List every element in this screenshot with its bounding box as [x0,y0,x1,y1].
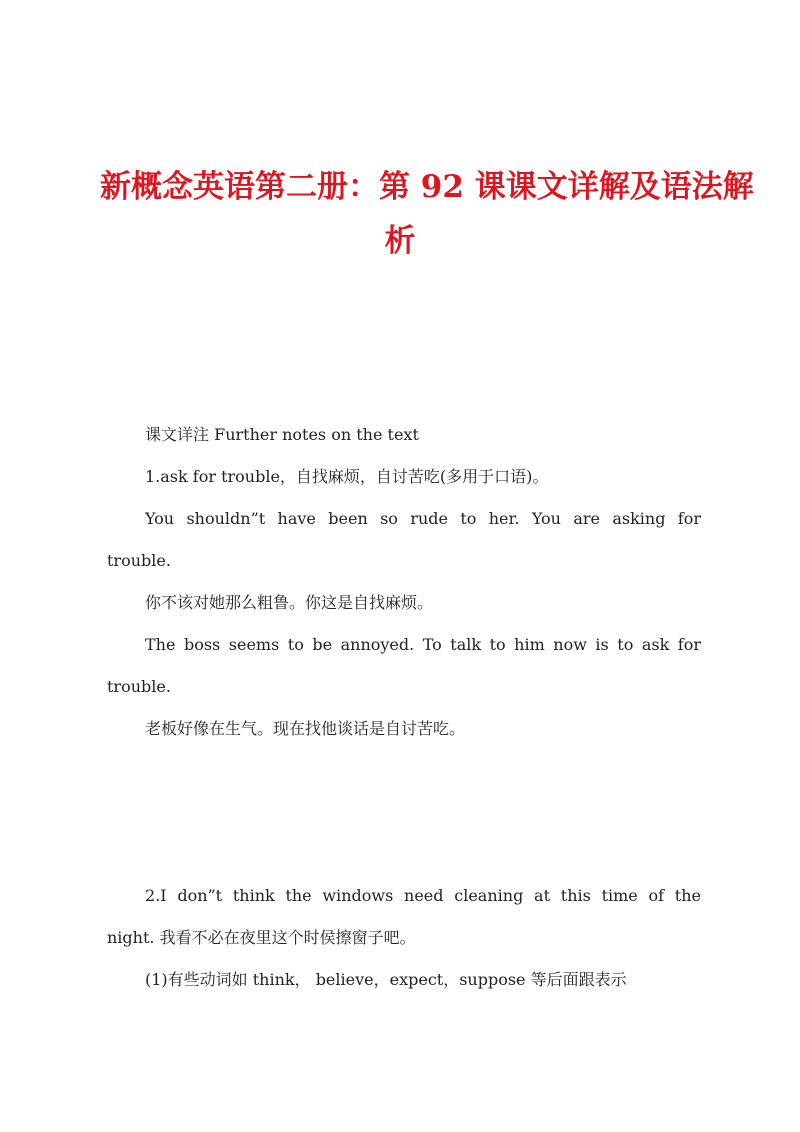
example-translation-2: 老板好像在生气。现在找他谈话是自讨苦吃。 [145,719,466,738]
grammar-note-1: (1)有些动词如 think， believe，expect，suppose 等后面跟表示 [145,970,627,989]
example-sentence-2-line-1: The boss seems to be annoyed. To talk to him now is to ask for [145,635,701,654]
note-item-2-line-1: 2.I don”t think the windows need cleaning at this time of the [145,886,701,905]
note-item-1: 1.ask for trouble，自找麻烦，自讨苦吃(多用于口语)。 [145,467,549,486]
example-sentence-1-line-2: trouble. [107,551,171,570]
example-sentence-1-line-1: You shouldn”t have been so rude to her. You are asking for [145,509,701,528]
example-translation-1: 你不该对她那么粗鲁。你这是自找麻烦。 [145,593,434,612]
page-title-line-1: 新概念英语第二册：第 92 课课文详解及语法解 [100,169,754,205]
note-item-2-line-2: night. 我看不必在夜里这个时侯擦窗子吧。 [107,928,416,947]
example-sentence-2-line-2: trouble. [107,677,171,696]
section-heading: 课文详注 Further notes on the text [145,425,419,444]
page-title-line-2: 析 [384,223,416,259]
